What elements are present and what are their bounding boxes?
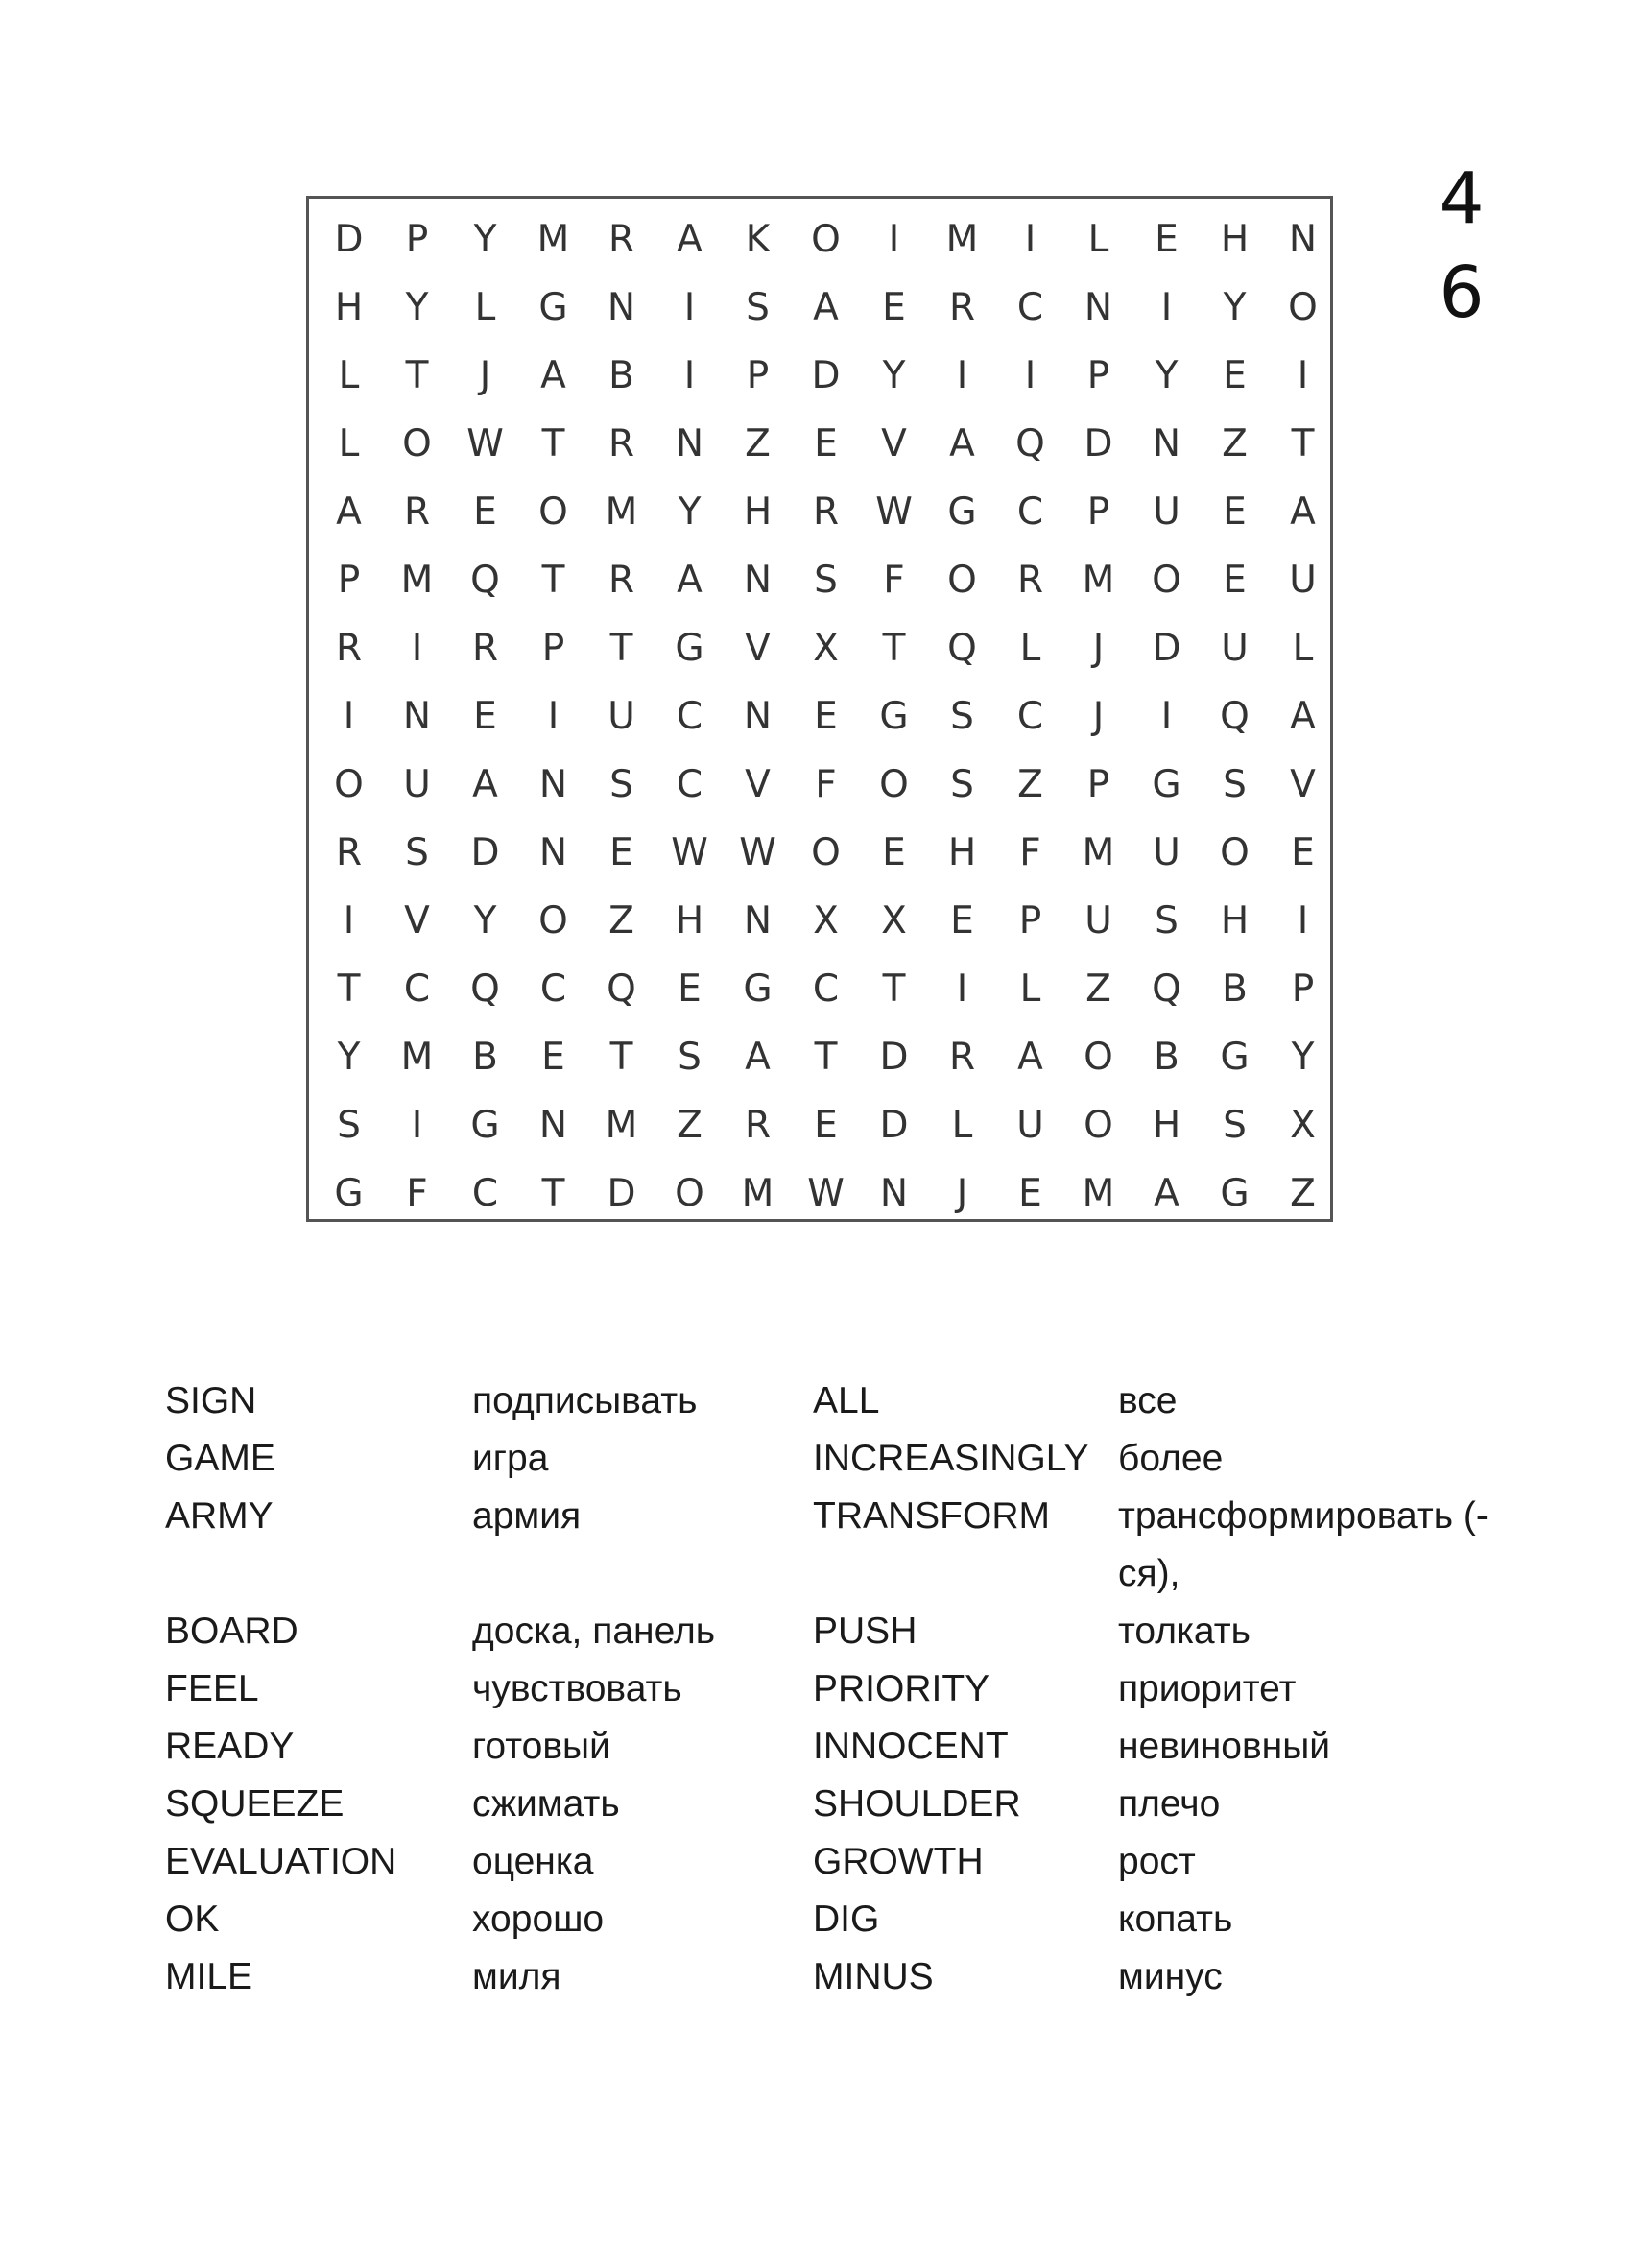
grid-letter: T <box>541 559 565 602</box>
grid-letter: H <box>1220 899 1250 943</box>
grid-letter: L <box>1019 627 1041 670</box>
grid-letter: P <box>1018 899 1042 943</box>
grid-letter: A <box>813 286 839 329</box>
grid-letter: P <box>746 354 770 397</box>
grid-letter: G <box>879 695 909 738</box>
grid-letter: O <box>538 899 568 943</box>
grid-letter: C <box>1016 286 1044 329</box>
word-search-grid <box>306 196 1333 1222</box>
grid-letter: D <box>1084 422 1113 466</box>
grid-letter: F <box>406 1172 428 1215</box>
grid-letter: J <box>956 1172 968 1215</box>
grid-letter: U <box>1221 627 1249 670</box>
grid-letter: I <box>1160 286 1173 329</box>
grid-letter: T <box>882 967 906 1011</box>
grid-letter: T <box>1291 422 1315 466</box>
english-word: ARMY <box>165 1495 274 1537</box>
word-pair-row <box>165 1488 1509 1603</box>
grid-letter: O <box>334 763 364 806</box>
grid-letter: Z <box>1222 422 1248 466</box>
grid-letter: Y <box>337 1036 361 1079</box>
grid-letter: H <box>1220 218 1250 261</box>
grid-letter: A <box>949 422 975 466</box>
grid-letter: Q <box>1015 422 1045 466</box>
grid-letter: S <box>337 1104 361 1147</box>
grid-letter: B <box>1154 1036 1179 1079</box>
grid-letter: D <box>879 1104 909 1147</box>
grid-letter: L <box>338 354 360 397</box>
grid-letter: T <box>609 627 633 670</box>
english-word: PUSH <box>813 1611 917 1652</box>
grid-letter: C <box>403 967 431 1011</box>
english-word: PRIORITY <box>813 1668 990 1709</box>
grid-letter: A <box>1017 1036 1043 1079</box>
russian-translation: рост <box>1118 1841 1196 1882</box>
grid-letter: Z <box>745 422 771 466</box>
grid-letter: S <box>746 286 770 329</box>
english-word: DIG <box>813 1898 880 1940</box>
grid-letter: W <box>466 422 504 466</box>
grid-letter: Y <box>678 490 702 534</box>
grid-letter: G <box>743 967 773 1011</box>
grid-letter: S <box>814 559 838 602</box>
grid-letter: X <box>813 899 839 943</box>
grid-letter: T <box>882 627 906 670</box>
english-word: EVALUATION <box>165 1841 397 1882</box>
grid-letter: R <box>608 559 635 602</box>
grid-letter: M <box>400 559 434 602</box>
grid-letter: D <box>811 354 841 397</box>
grid-letter: R <box>335 831 363 874</box>
grid-letter: V <box>881 422 907 466</box>
grid-letter: R <box>608 218 635 261</box>
grid-letter: T <box>337 967 361 1011</box>
grid-letter: M <box>536 218 570 261</box>
grid-letter: E <box>814 422 838 466</box>
english-word: BOARD <box>165 1611 298 1652</box>
grid-letter: N <box>879 1172 909 1215</box>
grid-letter: F <box>815 763 837 806</box>
grid-letter: F <box>1019 831 1041 874</box>
russian-translation: более <box>1118 1438 1224 1479</box>
word-pair-row <box>165 1373 1509 1430</box>
grid-letter: X <box>881 899 907 943</box>
grid-letter: W <box>671 831 708 874</box>
grid-letter: R <box>744 1104 772 1147</box>
grid-letter: O <box>675 1172 704 1215</box>
grid-letter: R <box>608 422 635 466</box>
grid-letter: V <box>404 899 430 943</box>
english-word: ALL <box>813 1380 880 1421</box>
grid-letter: Q <box>470 559 500 602</box>
russian-translation: сжимать <box>472 1783 620 1825</box>
english-word: SIGN <box>165 1380 257 1421</box>
grid-letter: T <box>609 1036 633 1079</box>
grid-letter: M <box>741 1172 774 1215</box>
grid-letter: O <box>402 422 432 466</box>
grid-letter: Q <box>1152 967 1181 1011</box>
grid-letter: N <box>1288 218 1318 261</box>
grid-letter: N <box>538 831 568 874</box>
word-pair-row <box>165 1833 1509 1891</box>
grid-letter: A <box>472 763 498 806</box>
grid-letter: Y <box>882 354 906 397</box>
letter-grid <box>315 205 1337 1228</box>
grid-letter: G <box>1220 1172 1250 1215</box>
grid-letter: I <box>411 1104 423 1147</box>
grid-letter: B <box>1222 967 1248 1011</box>
grid-letter: U <box>608 695 635 738</box>
grid-letter: X <box>1290 1104 1316 1147</box>
grid-letter: S <box>950 763 974 806</box>
grid-letter: A <box>336 490 362 534</box>
word-pair-row <box>165 1660 1509 1718</box>
grid-letter: A <box>1154 1172 1179 1215</box>
grid-letter: N <box>743 695 773 738</box>
grid-letter: E <box>1223 490 1247 534</box>
grid-letter: R <box>403 490 431 534</box>
grid-letter: T <box>541 422 565 466</box>
grid-letter: I <box>1024 354 1036 397</box>
grid-letter: Y <box>1223 286 1247 329</box>
grid-letter: P <box>541 627 565 670</box>
word-pair-row <box>165 1430 1509 1488</box>
english-word: READY <box>165 1726 295 1767</box>
grid-letter: A <box>677 559 703 602</box>
english-word: SHOULDER <box>813 1783 1021 1825</box>
grid-letter: U <box>403 763 431 806</box>
grid-letter: P <box>1291 967 1315 1011</box>
grid-letter: Q <box>607 967 636 1011</box>
grid-letter: C <box>812 967 840 1011</box>
word-pair-row <box>165 1891 1509 1948</box>
english-word: TRANSFORM <box>813 1495 1050 1537</box>
grid-letter: N <box>1084 286 1113 329</box>
grid-letter: W <box>875 490 913 534</box>
grid-letter: P <box>337 559 361 602</box>
grid-letter: O <box>1084 1036 1113 1079</box>
russian-translation: невиновный <box>1118 1726 1331 1767</box>
grid-letter: R <box>471 627 499 670</box>
russian-translation: оценка <box>472 1841 594 1882</box>
russian-translation: толкать <box>1118 1611 1251 1652</box>
grid-letter: L <box>1019 967 1041 1011</box>
grid-letter: I <box>343 695 355 738</box>
russian-translation: плечо <box>1118 1783 1221 1825</box>
grid-letter: D <box>607 1172 636 1215</box>
english-word: FEEL <box>165 1668 259 1709</box>
grid-letter: O <box>1220 831 1250 874</box>
grid-letter: S <box>1223 763 1247 806</box>
grid-letter: N <box>402 695 432 738</box>
grid-letter: G <box>675 627 704 670</box>
grid-letter: O <box>1084 1104 1113 1147</box>
grid-letter: M <box>945 218 979 261</box>
russian-translation: чувствовать <box>472 1668 682 1709</box>
grid-letter: U <box>1016 1104 1044 1147</box>
grid-letter: E <box>1155 218 1179 261</box>
grid-letter: T <box>814 1036 838 1079</box>
grid-letter: L <box>1087 218 1109 261</box>
grid-letter: S <box>950 695 974 738</box>
grid-letter: U <box>1153 831 1180 874</box>
english-word: INCREASINGLY <box>813 1438 1089 1479</box>
grid-letter: Q <box>470 967 500 1011</box>
english-word: GROWTH <box>813 1841 984 1882</box>
grid-letter: R <box>335 627 363 670</box>
grid-letter: R <box>948 1036 976 1079</box>
grid-letter: E <box>882 286 906 329</box>
grid-letter: E <box>473 490 497 534</box>
russian-translation: готовый <box>472 1726 610 1767</box>
grid-letter: J <box>479 354 491 397</box>
grid-letter: L <box>951 1104 973 1147</box>
grid-letter: O <box>1288 286 1318 329</box>
grid-letter: M <box>605 490 638 534</box>
grid-letter: E <box>1291 831 1315 874</box>
grid-letter: D <box>334 218 364 261</box>
russian-translation: доска, панель <box>472 1611 716 1652</box>
grid-letter: O <box>811 218 841 261</box>
page-number-digit-2: 6 <box>1439 251 1485 334</box>
grid-letter: I <box>411 627 423 670</box>
grid-letter: C <box>1016 695 1044 738</box>
russian-translation: приоритет <box>1118 1668 1297 1709</box>
grid-letter: H <box>947 831 977 874</box>
grid-letter: I <box>1160 695 1173 738</box>
grid-letter: O <box>879 763 909 806</box>
grid-letter: N <box>1152 422 1181 466</box>
grid-letter: Y <box>473 899 497 943</box>
grid-letter: E <box>1018 1172 1042 1215</box>
grid-letter: G <box>334 1172 364 1215</box>
grid-letter: M <box>1082 831 1115 874</box>
russian-translation: миля <box>472 1956 561 1997</box>
grid-letter: S <box>678 1036 702 1079</box>
grid-letter: N <box>743 559 773 602</box>
grid-letter: H <box>1152 1104 1181 1147</box>
grid-letter: I <box>343 899 355 943</box>
grid-letter: Z <box>608 899 634 943</box>
grid-letter: Z <box>1017 763 1043 806</box>
grid-letter: H <box>334 286 364 329</box>
grid-letter: E <box>541 1036 565 1079</box>
russian-translation: армия <box>472 1495 582 1537</box>
grid-letter: S <box>1223 1104 1247 1147</box>
grid-letter: P <box>1086 490 1110 534</box>
grid-letter: I <box>888 218 900 261</box>
grid-letter: Y <box>1155 354 1179 397</box>
grid-letter: O <box>947 559 977 602</box>
grid-letter: E <box>950 899 974 943</box>
word-list <box>165 1373 1509 2006</box>
grid-letter: C <box>676 695 703 738</box>
english-word: MILE <box>165 1956 253 1997</box>
grid-letter: B <box>608 354 634 397</box>
russian-translation: трансформировать (-ся), <box>1118 1495 1489 1594</box>
grid-letter: R <box>948 286 976 329</box>
english-word: GAME <box>165 1438 275 1479</box>
grid-letter: K <box>745 218 771 261</box>
grid-letter: N <box>538 1104 568 1147</box>
word-pair-row <box>165 1948 1509 2006</box>
english-word: MINUS <box>813 1956 934 1997</box>
grid-letter: I <box>956 967 968 1011</box>
grid-letter: A <box>745 1036 771 1079</box>
grid-letter: N <box>743 899 773 943</box>
grid-letter: T <box>541 1172 565 1215</box>
grid-letter: W <box>807 1172 845 1215</box>
grid-letter: D <box>879 1036 909 1079</box>
page-number <box>1409 152 1514 340</box>
grid-letter: I <box>683 354 696 397</box>
grid-letter: U <box>1084 899 1112 943</box>
grid-letter: Y <box>1291 1036 1315 1079</box>
grid-letter: A <box>677 218 703 261</box>
grid-letter: S <box>1155 899 1179 943</box>
grid-letter: A <box>1290 695 1316 738</box>
grid-letter: I <box>1297 354 1309 397</box>
grid-letter: C <box>676 763 703 806</box>
russian-translation: минус <box>1118 1956 1223 1997</box>
grid-letter: H <box>675 899 704 943</box>
russian-translation: подписывать <box>472 1380 698 1421</box>
grid-letter: L <box>338 422 360 466</box>
word-pair-row <box>165 1776 1509 1833</box>
grid-letter: P <box>1086 354 1110 397</box>
grid-letter: E <box>882 831 906 874</box>
grid-letter: O <box>811 831 841 874</box>
grid-letter: E <box>1223 354 1247 397</box>
grid-letter: G <box>1152 763 1181 806</box>
word-pair-row <box>165 1718 1509 1776</box>
grid-letter: G <box>1220 1036 1250 1079</box>
grid-letter: M <box>605 1104 638 1147</box>
grid-letter: T <box>405 354 429 397</box>
grid-letter: Z <box>1085 967 1111 1011</box>
grid-letter: E <box>609 831 633 874</box>
grid-letter: I <box>547 695 560 738</box>
grid-letter: L <box>474 286 496 329</box>
grid-letter: M <box>400 1036 434 1079</box>
grid-letter: B <box>472 1036 498 1079</box>
grid-letter: O <box>1152 559 1181 602</box>
grid-letter: E <box>814 1104 838 1147</box>
grid-letter: C <box>539 967 567 1011</box>
grid-letter: O <box>538 490 568 534</box>
grid-letter: I <box>1297 899 1309 943</box>
grid-letter: I <box>683 286 696 329</box>
grid-letter: Y <box>473 218 497 261</box>
grid-letter: V <box>745 763 771 806</box>
grid-letter: P <box>1086 763 1110 806</box>
grid-letter: G <box>470 1104 500 1147</box>
english-word: INNOCENT <box>813 1726 1009 1767</box>
grid-letter: U <box>1153 490 1180 534</box>
grid-letter: G <box>947 490 977 534</box>
grid-letter: E <box>814 695 838 738</box>
grid-letter: A <box>1290 490 1316 534</box>
grid-letter: S <box>405 831 429 874</box>
grid-letter: Y <box>405 286 429 329</box>
grid-letter: C <box>471 1172 499 1215</box>
russian-translation: копать <box>1118 1898 1233 1940</box>
grid-letter: Z <box>677 1104 703 1147</box>
grid-letter: N <box>538 763 568 806</box>
grid-letter: C <box>1016 490 1044 534</box>
grid-letter: Z <box>1290 1172 1316 1215</box>
grid-letter: S <box>609 763 633 806</box>
grid-letter: J <box>1092 695 1105 738</box>
grid-letter: V <box>745 627 771 670</box>
page-number-digit-1: 4 <box>1439 157 1485 240</box>
grid-letter: X <box>813 627 839 670</box>
grid-letter: D <box>1152 627 1181 670</box>
grid-letter: E <box>678 967 702 1011</box>
russian-translation: игра <box>472 1438 549 1479</box>
grid-letter: L <box>1292 627 1314 670</box>
grid-letter: Q <box>1220 695 1250 738</box>
grid-letter: I <box>956 354 968 397</box>
english-word: SQUEEZE <box>165 1783 345 1825</box>
grid-letter: Q <box>947 627 977 670</box>
grid-letter: A <box>540 354 566 397</box>
grid-letter: E <box>1223 559 1247 602</box>
grid-letter: N <box>607 286 636 329</box>
grid-letter: U <box>1289 559 1317 602</box>
grid-letter: D <box>470 831 500 874</box>
russian-translation: хорошо <box>472 1898 605 1940</box>
grid-letter: W <box>739 831 776 874</box>
grid-letter: J <box>1092 627 1105 670</box>
grid-letter: V <box>1290 763 1316 806</box>
russian-translation: все <box>1118 1380 1178 1421</box>
grid-letter: E <box>473 695 497 738</box>
grid-letter: R <box>812 490 840 534</box>
grid-letter: M <box>1082 559 1115 602</box>
grid-letter: H <box>743 490 773 534</box>
grid-letter: M <box>1082 1172 1115 1215</box>
grid-letter: I <box>1024 218 1036 261</box>
grid-letter: G <box>538 286 568 329</box>
word-pair-row <box>165 1603 1509 1660</box>
grid-letter: N <box>675 422 704 466</box>
english-word: OK <box>165 1898 220 1940</box>
grid-letter: P <box>405 218 429 261</box>
grid-letter: F <box>883 559 905 602</box>
grid-letter: R <box>1016 559 1044 602</box>
